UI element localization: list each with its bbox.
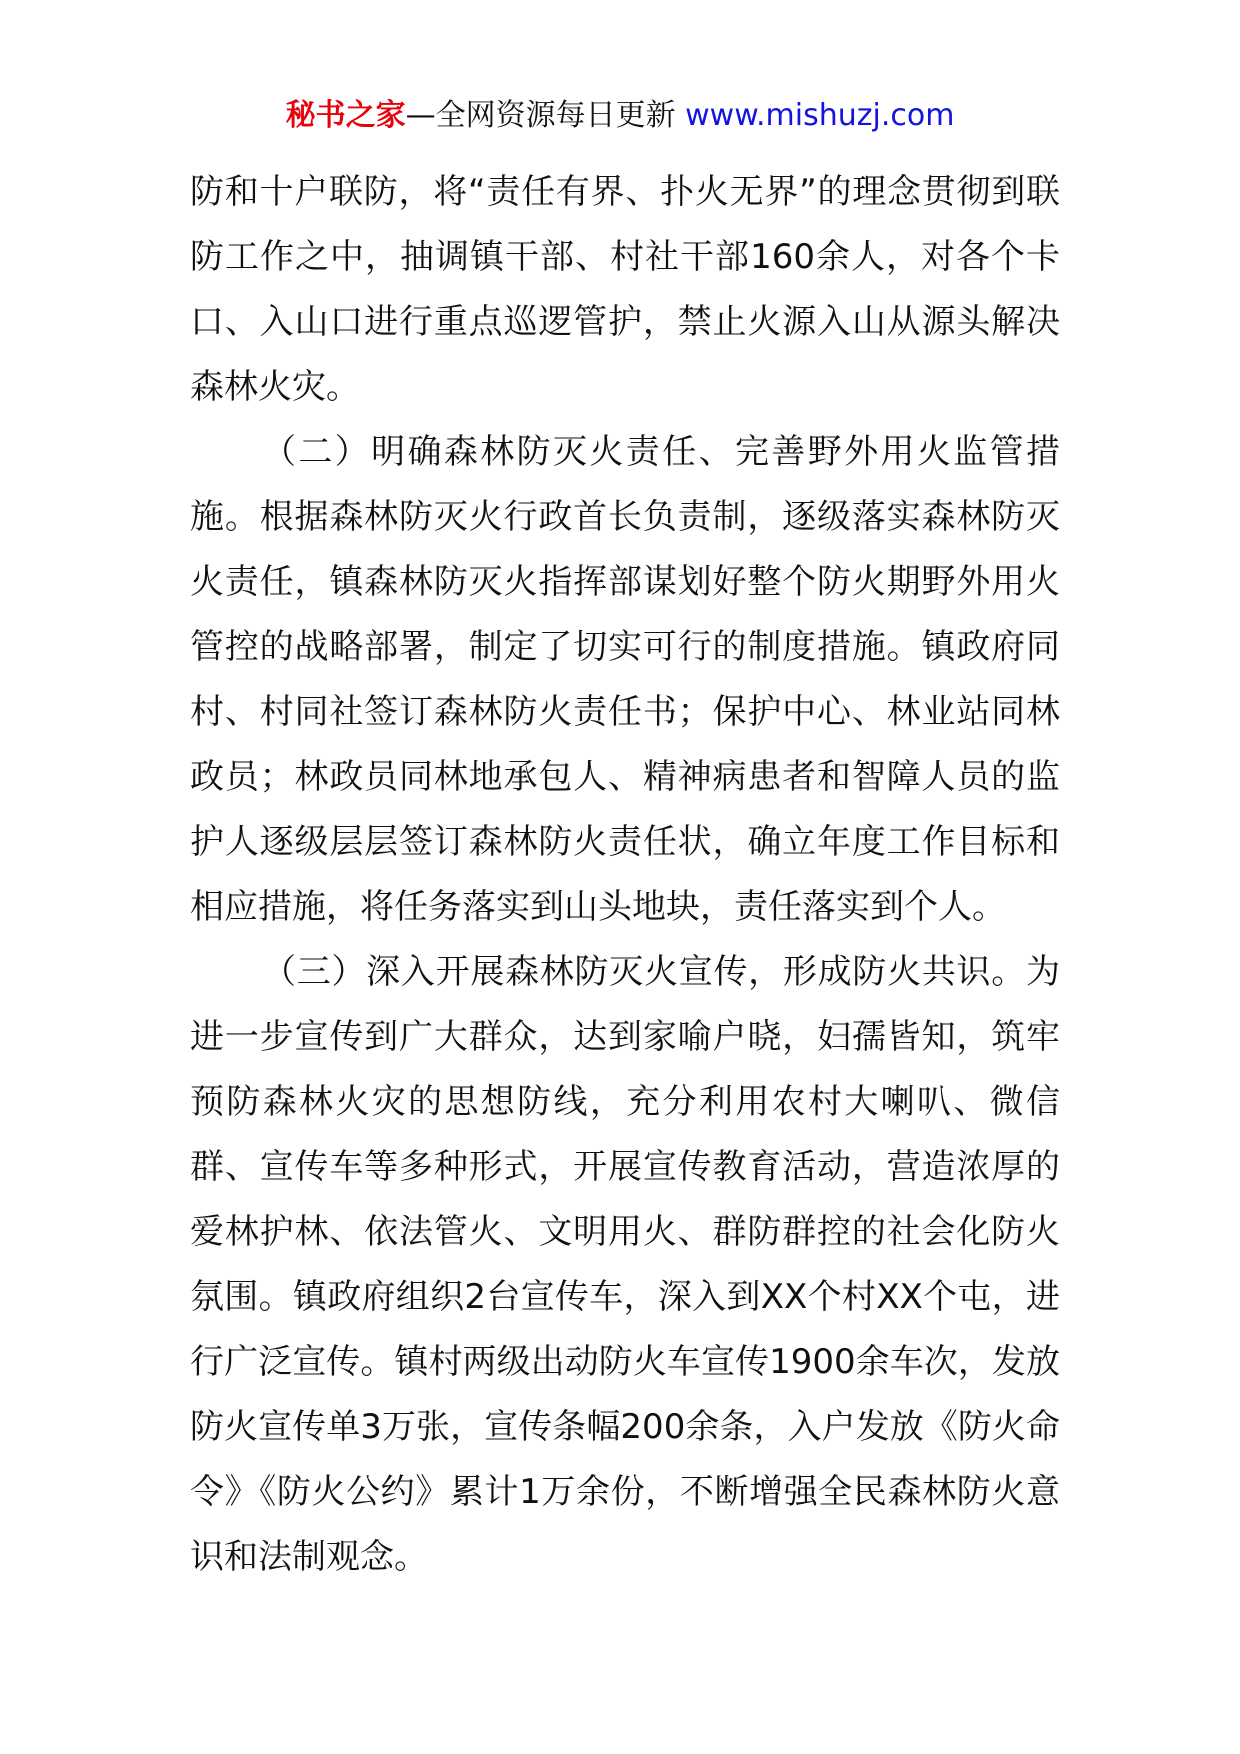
brand-name: 秘书之家 — [285, 98, 406, 133]
paragraph-section-two: （二）明确森林防灭火责任、完善野外用火监管措施。根据森林防灭火行政首长负责制，逐级落实森林防灭火责任，镇森林防灭火指挥部谋划好整个防火期野外用火管控的战略部署，制定了切实可行的制度措施。镇政府同村、村同社签订森林防火责任书；保护中心、林业站同林政员；林政员同林地承包人、精神病患者和智障人员的监护人逐级层层签订森林防火责任状，确立年度工作目标和相应措施，将任务落实到山头地块，责任落实到个人。 — [190, 432, 1060, 927]
paragraph-continuation: 防和十户联防，将“责任有界、扑火无界”的理念贯彻到联防工作之中，抽调镇干部、村社干部160余人，对各个卡口、入山口进行重点巡逻管护，禁止火源入山从源头解决森林火灾。 — [190, 172, 1060, 407]
site-url-link[interactable]: www.mishuzj.com — [685, 98, 955, 133]
page-header — [0, 96, 1240, 136]
header-tagline: —全网资源每日更新 — [405, 98, 676, 133]
document-body — [190, 160, 1060, 1590]
paragraph-section-three: （三）深入开展森林防灭火宣传，形成防火共识。为进一步宣传到广大群众，达到家喻户晓，妇孺皆知，筑牢预防森林火灾的思想防线，充分利用农村大喇叭、微信群、宣传车等多种形式，开展宣传教育活动，营造浓厚的爱林护林、依法管火、文明用火、群防群控的社会化防火氛围。镇政府组织2台宣传车，深入到XX个村XX个屯，进行广泛宣传。镇村两级出动防火车宣传1900余车次，发放防火宣传单3万张，宣传条幅200余条，入户发放《防火命令》《防火公约》累计1万余份，不断增强全民森林防火意识和法制观念。 — [190, 952, 1060, 1577]
